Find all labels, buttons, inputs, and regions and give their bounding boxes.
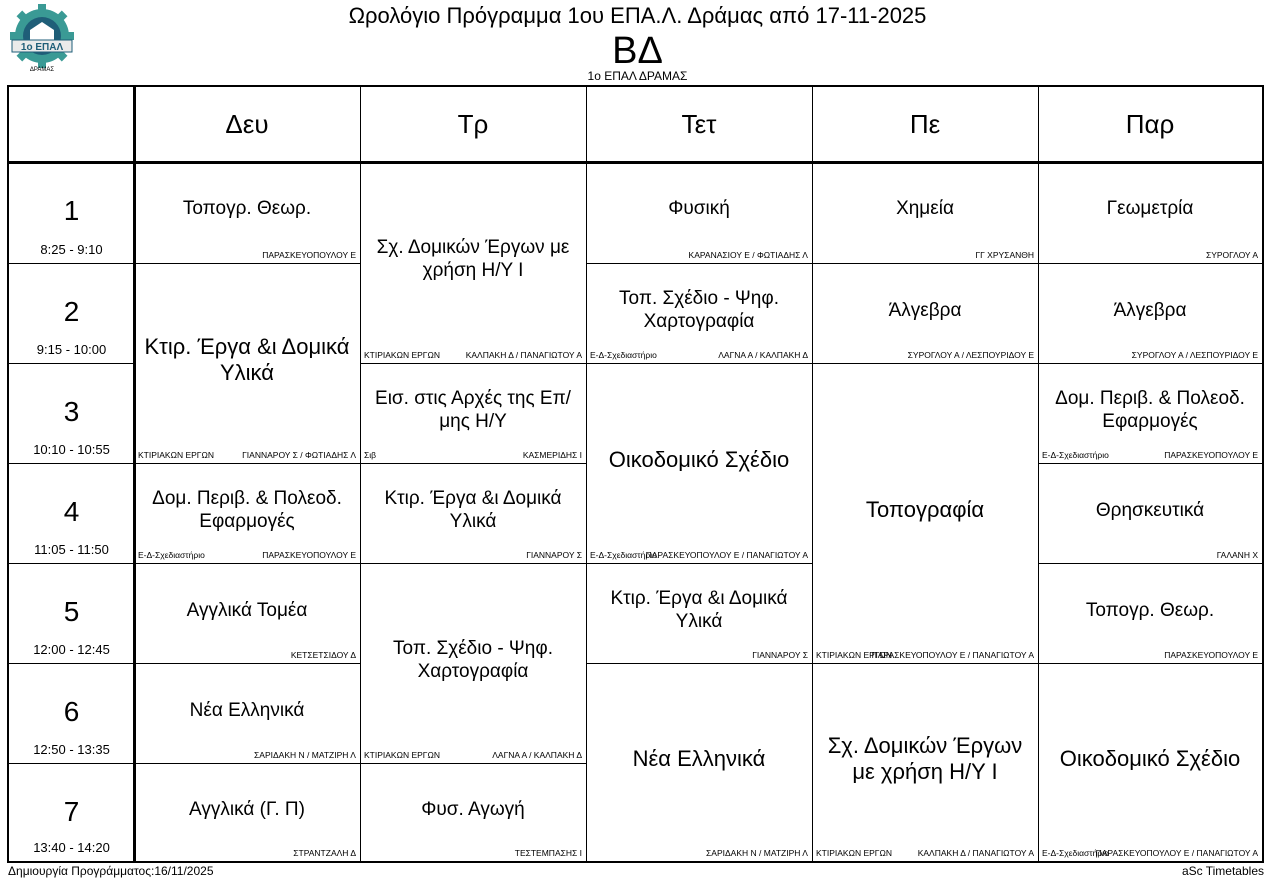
grid-row-divider: [9, 463, 134, 464]
lesson-cell[interactable]: [1038, 363, 1262, 463]
lesson-cell[interactable]: [360, 563, 586, 763]
logo-text: 1ο ΕΠΑΛ: [20, 42, 64, 53]
lesson-room: Σιβ: [364, 450, 377, 460]
grid-row-divider: [9, 263, 134, 264]
lesson-room: ΚΤΙΡΙΑΚΩΝ ΕΡΓΩΝ: [816, 650, 892, 660]
lesson-subject: Νέα Ελληνικά: [632, 746, 766, 771]
lesson-teacher: ΓΓ ΧΡΥΣΑΝΘΗ: [975, 250, 1034, 260]
lesson-cell[interactable]: [586, 162, 812, 263]
lesson-subject: Νέα Ελληνικά: [189, 699, 305, 721]
period-time: 12:00 - 12:45: [33, 642, 110, 657]
lesson-cell[interactable]: [360, 763, 586, 861]
lesson-teacher: ΚΑΡΑΝΑΣΙΟΥ Ε / ΦΩΤΙΑΔΗΣ Λ: [688, 250, 808, 260]
day-header: Δευ: [225, 109, 269, 139]
lesson-room: ΚΤΙΡΙΑΚΩΝ ΕΡΓΩΝ: [138, 450, 214, 460]
period-time: 9:15 - 10:00: [36, 342, 107, 357]
gear-icon: [8, 4, 76, 68]
period-number: 2: [63, 296, 80, 327]
logo-caption: ΔΡΑΜΑΣ: [29, 67, 55, 73]
period-number: 4: [63, 496, 80, 527]
lesson-room: ΚΤΙΡΙΑΚΩΝ ΕΡΓΩΝ: [364, 350, 440, 360]
lesson-cell[interactable]: [1038, 563, 1262, 663]
lesson-teacher: ΠΑΡΑΣΚΕΥΟΠΟΥΛΟΥ Ε: [1164, 650, 1258, 660]
lesson-room: ΚΤΙΡΙΑΚΩΝ ΕΡΓΩΝ: [364, 750, 440, 760]
lesson-teacher: ΠΑΡΑΣΚΕΥΟΠΟΥΛΟΥ Ε: [262, 250, 356, 260]
lesson-teacher: ΣΥΡΟΓΛΟΥ Α / ΛΕΣΠΟΥΡΙΔΟΥ Ε: [907, 350, 1034, 360]
grid-row-divider: [9, 363, 134, 364]
lesson-room: ΚΤΙΡΙΑΚΩΝ ΕΡΓΩΝ: [816, 848, 892, 858]
lesson-cell[interactable]: [586, 263, 812, 363]
lesson-cell[interactable]: [134, 663, 360, 763]
lesson-cell[interactable]: [586, 563, 812, 663]
lesson-room: Ε-Δ-Σχεδιαστήριο: [590, 350, 657, 360]
lesson-teacher: ΠΑΡΑΣΚΕΥΟΠΟΥΛΟΥ Ε / ΠΑΝΑΓΙΩΤΟΥ Α: [645, 550, 808, 560]
lesson-cell[interactable]: [812, 263, 1038, 363]
lesson-subject: Σχ. Δομικών Έργων με χρήση Η/Υ Ι: [376, 236, 570, 281]
lesson-cell[interactable]: [134, 263, 360, 463]
lesson-cell[interactable]: [360, 162, 586, 363]
day-header: Παρ: [1125, 109, 1175, 139]
page-title: Ωρολόγιο Πρόγραμμα 1ου ΕΠΑ.Λ. Δράμας από 17-11-2025: [348, 3, 927, 28]
lesson-teacher: ΓΙΑΝΝΑΡΟΥ Σ: [752, 650, 808, 660]
period-time: 12:50 - 13:35: [33, 742, 110, 757]
lesson-subject: Οικοδομικό Σχέδιο: [608, 447, 790, 472]
lesson-subject: Κτιρ. Έργα &ι Δομικά Υλικά: [610, 588, 788, 632]
lesson-subject: Φυσ. Αγωγή: [421, 798, 525, 820]
lesson-subject: Κτιρ. Έργα &ι Δομικά Υλικά: [144, 334, 350, 385]
lesson-cell[interactable]: [1038, 663, 1262, 861]
lesson-teacher: ΣΑΡΙΔΑΚΗ Ν / ΜΑΤΖΙΡΗ Λ: [706, 848, 808, 858]
lesson-subject: Τοπογρ. Θεωρ.: [1085, 599, 1215, 621]
lesson-subject: Κτιρ. Έργα &ι Δομικά Υλικά: [384, 488, 562, 532]
lesson-room: Ε-Δ-Σχεδιαστήριο: [1042, 848, 1109, 858]
lesson-subject: Αγγλικά (Γ. Π): [189, 798, 305, 820]
lesson-subject: Τοπογρ. Θεωρ.: [182, 198, 312, 219]
lesson-cell[interactable]: [134, 763, 360, 861]
lesson-subject: Φυσική: [668, 198, 730, 219]
lesson-subject: Γεωμετρία: [1106, 198, 1194, 219]
lesson-subject: Τοπογραφία: [865, 497, 985, 522]
grid-row-divider: [9, 563, 134, 564]
lesson-teacher: ΠΑΡΑΣΚΕΥΟΠΟΥΛΟΥ Ε / ΠΑΝΑΓΙΩΤΟΥ Α: [871, 650, 1034, 660]
lesson-subject: Αγγλικά Τομέα: [186, 599, 308, 621]
lesson-subject: Θρησκευτικά: [1095, 499, 1205, 521]
lesson-teacher: ΤΕΣΤΕΜΠΑΣΗΣ Ι: [514, 848, 582, 858]
lesson-subject: Σχ. Δομικών Έργων με χρήση Η/Υ Ι: [827, 733, 1023, 784]
lesson-teacher: ΓΙΑΝΝΑΡΟΥ Σ: [526, 550, 582, 560]
lesson-teacher: ΣΥΡΟΓΛΟΥ Α: [1205, 250, 1258, 260]
lesson-cell[interactable]: [812, 663, 1038, 861]
lesson-cell[interactable]: [812, 363, 1038, 663]
lesson-teacher: ΣΑΡΙΔΑΚΗ Ν / ΜΑΤΖΙΡΗ Λ: [254, 750, 356, 760]
lesson-subject: Άλγεβρα: [888, 299, 962, 321]
software-credit: aSc Timetables: [1181, 864, 1264, 878]
lesson-subject: Τοπ. Σχέδιο - Ψηφ. Χαρτογραφία: [619, 288, 779, 332]
lesson-teacher: ΛΑΓΝΑ Α / ΚΑΛΠΑΚΗ Δ: [718, 350, 808, 360]
lesson-teacher: ΓΑΛΑΝΗ Χ: [1216, 550, 1258, 560]
lesson-cell[interactable]: [1038, 263, 1262, 363]
period-number: 7: [63, 796, 80, 827]
lesson-cell[interactable]: [360, 463, 586, 563]
lesson-cell[interactable]: [134, 563, 360, 663]
lesson-subject: Χημεία: [896, 198, 954, 219]
lesson-cell[interactable]: [586, 663, 812, 861]
lesson-teacher: ΠΑΡΑΣΚΕΥΟΠΟΥΛΟΥ Ε: [262, 550, 356, 560]
grid-row-divider: [9, 663, 134, 664]
period-time: 13:40 - 14:20: [33, 840, 110, 855]
lesson-cell[interactable]: [360, 363, 586, 463]
period-number: 6: [63, 696, 80, 727]
school-name: 1ο ΕΠΑΛ ΔΡΑΜΑΣ: [587, 69, 688, 83]
lesson-subject: Δομ. Περιβ. & Πολεοδ. Εφαρμογές: [152, 488, 342, 532]
lesson-teacher: ΚΑΛΠΑΚΗ Δ / ΠΑΝΑΓΙΩΤΟΥ Α: [465, 350, 582, 360]
day-header: Πε: [909, 109, 941, 139]
period-time: 10:10 - 10:55: [33, 442, 110, 457]
class-name: ΒΔ: [612, 30, 663, 72]
lesson-teacher: ΣΤΡΑΝΤΖΑΛΗ Δ: [293, 848, 356, 858]
lesson-cell[interactable]: [1038, 463, 1262, 563]
period-number: 1: [63, 195, 80, 226]
lesson-room: Ε-Δ-Σχεδιαστήριο: [590, 550, 657, 560]
lesson-teacher: ΚΑΛΠΑΚΗ Δ / ΠΑΝΑΓΙΩΤΟΥ Α: [917, 848, 1034, 858]
lesson-subject: Τοπ. Σχέδιο - Ψηφ. Χαρτογραφία: [393, 638, 553, 682]
period-time: 8:25 - 9:10: [40, 242, 103, 257]
lesson-cell[interactable]: [134, 162, 360, 263]
lesson-cell[interactable]: [1038, 162, 1262, 263]
lesson-subject: Δομ. Περιβ. & Πολεοδ. Εφαρμογές: [1055, 388, 1245, 432]
lesson-teacher: ΛΑΓΝΑ Α / ΚΑΛΠΑΚΗ Δ: [492, 750, 582, 760]
period-time: 11:05 - 11:50: [34, 542, 109, 557]
lesson-teacher: ΓΙΑΝΝΑΡΟΥ Σ / ΦΩΤΙΑΔΗΣ Λ: [242, 450, 356, 460]
lesson-teacher: ΚΕΤΣΕΤΣΙΔΟΥ Δ: [290, 650, 356, 660]
period-number: 5: [63, 596, 80, 627]
lesson-room: Ε-Δ-Σχεδιαστήριο: [1042, 450, 1109, 460]
grid-row-divider: [9, 763, 134, 764]
lesson-cell[interactable]: [812, 162, 1038, 263]
lesson-room: Ε-Δ-Σχεδιαστήριο: [138, 550, 205, 560]
day-header: Τρ: [457, 109, 489, 139]
school-logo: [8, 4, 76, 74]
lesson-subject: Οικοδομικό Σχέδιο: [1059, 746, 1241, 771]
day-header: Τετ: [681, 109, 717, 139]
lesson-teacher: ΚΑΣΜΕΡΙΔΗΣ Ι: [522, 450, 582, 460]
lesson-subject: Εισ. στις Αρχές της Επ/μης Η/Υ: [375, 388, 571, 432]
lesson-subject: Άλγεβρα: [1113, 299, 1187, 321]
lesson-teacher: ΠΑΡΑΣΚΕΥΟΠΟΥΛΟΥ Ε: [1164, 450, 1258, 460]
lesson-teacher: ΣΥΡΟΓΛΟΥ Α / ΛΕΣΠΟΥΡΙΔΟΥ Ε: [1131, 350, 1258, 360]
lesson-cell[interactable]: [586, 363, 812, 563]
period-number: 3: [63, 396, 80, 427]
lesson-cell[interactable]: [134, 463, 360, 563]
creation-date: Δημιουργία Προγράμματος:16/11/2025: [8, 864, 214, 878]
lesson-teacher: ΠΑΡΑΣΚΕΥΟΠΟΥΛΟΥ Ε / ΠΑΝΑΓΙΩΤΟΥ Α: [1095, 848, 1258, 858]
